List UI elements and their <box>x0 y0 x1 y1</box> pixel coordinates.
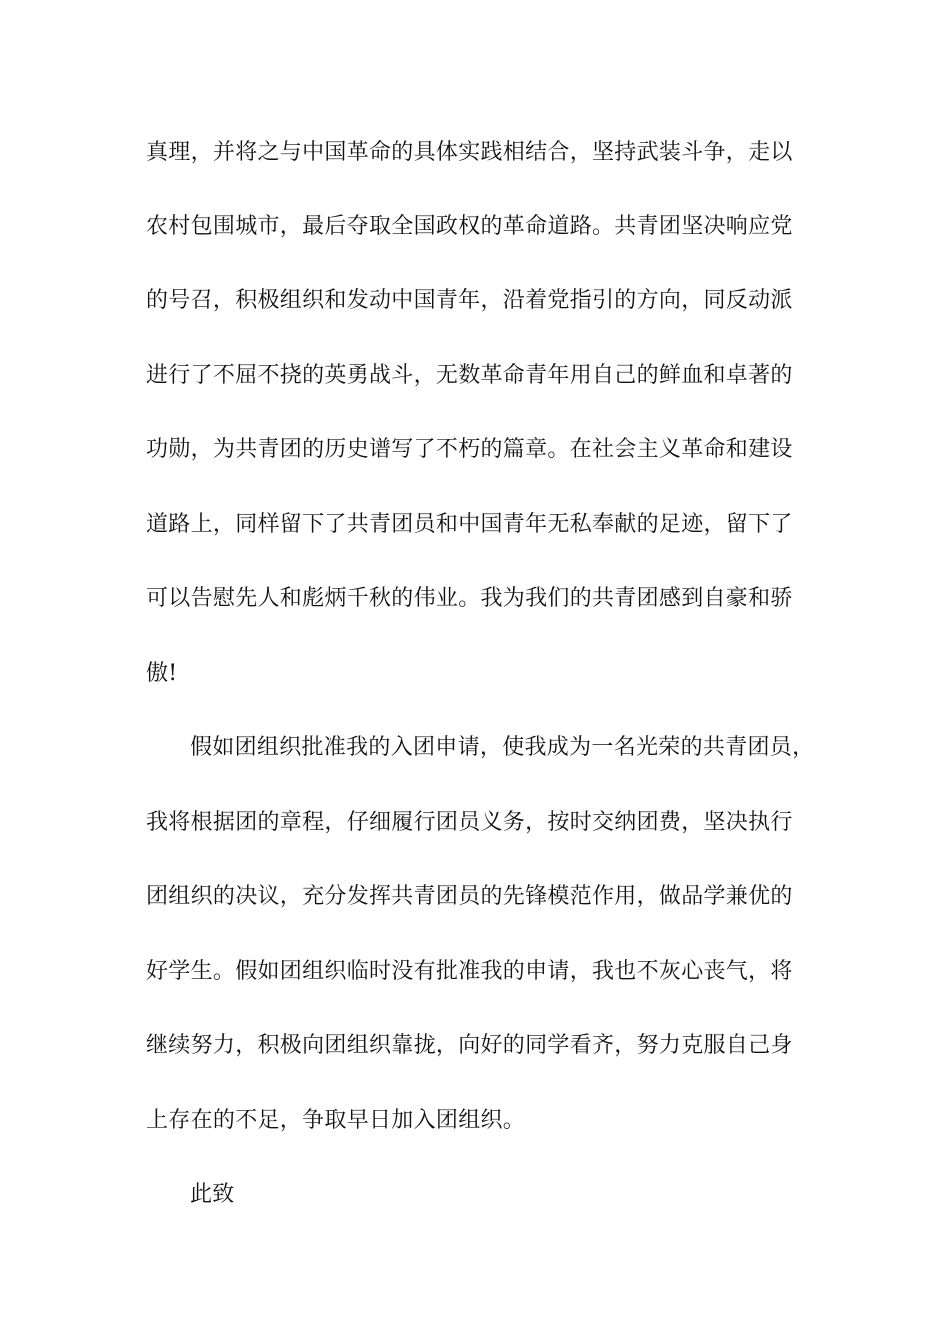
text-line: 功勋，为共青团的历史谱写了不朽的篇章。在社会主义革命和建设 <box>146 437 793 462</box>
text-line: 的号召，积极组织和发动中国青年，沿着党指引的方向，同反动派 <box>146 288 793 313</box>
text-line: 真理，并将之与中国革命的具体实践相结合，坚持武装斗争，走以 <box>146 140 793 165</box>
text-line: 进行了不屈不挠的英勇战斗，无数革命青年用自己的鲜血和卓著的 <box>146 363 793 388</box>
text-line: 农村包围城市，最后夺取全国政权的革命道路。共青团坚决响应党 <box>146 214 793 239</box>
closing-salutation: 此致 <box>190 1182 235 1207</box>
text-line: 傲! <box>146 661 178 686</box>
paragraph-start-line: 假如团组织批准我的入团申请，使我成为一名光荣的共青团员， <box>190 735 815 760</box>
text-line: 继续努力，积极向团组织靠拢，向好的同学看齐，努力克服自己身 <box>146 1033 793 1058</box>
text-line: 道路上，同样留下了共青团员和中国青年无私奉献的足迹，留下了 <box>146 512 793 537</box>
text-line: 上存在的不足，争取早日加入团组织。 <box>146 1108 526 1133</box>
text-line: 可以告慰先人和彪炳千秋的伟业。我为我们的共青团感到自豪和骄 <box>146 586 793 611</box>
text-line: 团组织的决议，充分发挥共青团员的先锋模范作用，做品学兼优的 <box>146 884 793 909</box>
text-line: 好学生。假如团组织临时没有批准我的申请，我也不灰心丧气，将 <box>146 959 793 984</box>
text-line: 我将根据团的章程，仔细履行团员义务，按时交纳团费，坚决执行 <box>146 810 793 835</box>
